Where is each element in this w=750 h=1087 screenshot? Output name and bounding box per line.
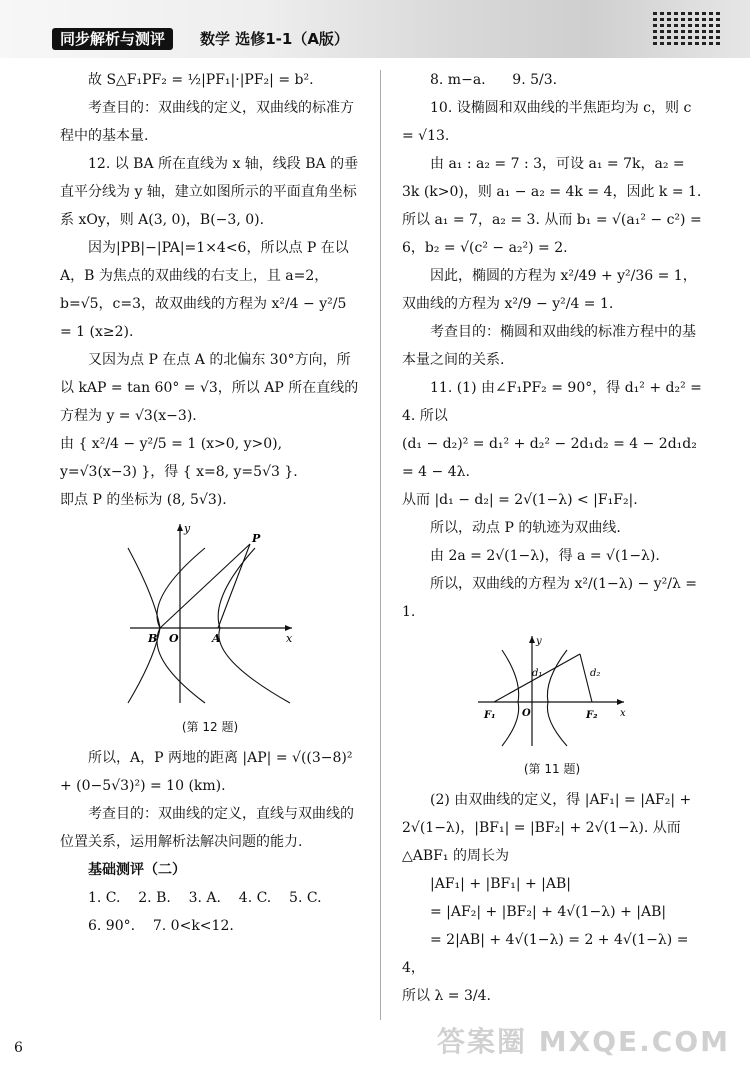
fig11-d2-label: d₂ [590, 668, 601, 679]
figure-11-caption: (第 11 题) [523, 762, 581, 776]
problem-10-setup: 10. 设椭圆和双曲线的半焦距均为 c，则 c = √13. [402, 100, 692, 144]
fig12-b-label: B [148, 632, 158, 645]
fig11-o-label: O [522, 708, 531, 719]
purpose-note-1: 考查目的：双曲线的定义，双曲线的标准方程中的基本量. [60, 100, 354, 144]
problem-12-line: 又因为点 P 在点 A 的北偏东 30°方向，所以 kAP = tan 60° = √3，所以 AP 所在直线的方程为 y = √3(x−3). [60, 352, 359, 424]
problem-11-equation: 所以，双曲线的方程为 x²/(1−λ) − y²/λ = 1. [402, 576, 698, 620]
figure-11-graph [472, 630, 632, 750]
fig12-p-label: P [252, 532, 261, 545]
section-heading: 基础测评（二） [88, 862, 186, 878]
problem-11-a: 由 2a = 2√(1−λ)，得 a = √(1−λ). [430, 548, 660, 564]
book-title-badge: 同步解析与测评 [52, 28, 173, 50]
problem-11-expand: (d₁ − d₂)² = d₁² + d₂² − 2d₁d₂ = 4 − 2d₁d₂ = 4 − 4λ. [402, 436, 697, 480]
fig11-d1-label: d₁ [532, 668, 543, 679]
problem-12-distance: 所以，A，P 两地的距离 |AP| = √((3−8)² + (0−5√3)²) = 10 (km). [60, 750, 353, 794]
problem-11-part2: (2) 由双曲线的定义，得 |AF₁| = |AF₂| + 2√(1−λ)，|BF₁| = |BF₂| + 2√(1−λ). 从而△ABF₁ 的周长为 [402, 792, 692, 864]
perimeter-line-1: |AF₁| + |BF₁| + |AB| [430, 876, 572, 892]
purpose-note-3: 考查目的：椭圆和双曲线的标准方程中的基本量之间的关系. [402, 324, 696, 368]
fig11-y-label: y [536, 636, 542, 647]
problem-11-part1: 11. (1) 由∠F₁PF₂ = 90°，得 d₁² + d₂² = 4. 所以 [402, 380, 702, 424]
right-column [402, 66, 702, 1010]
problem-10-solve: 由 a₁ : a₂ = 7 : 3，可设 a₁ = 7k，a₂ = 3k (k>0)，则 a₁ − a₂ = 4k = 4，因此 k = 1. 所以 a₁ = 7，a₂ = 3. 从而 b₁ = √(a₁² − c²) = 6，b₂ = √(c² − a₂²) = 2. [402, 156, 702, 256]
problem-11-trajectory: 所以，动点 P 的轨迹为双曲线. [430, 520, 621, 536]
left-column [60, 66, 360, 940]
fig12-y-label: y [184, 522, 191, 535]
problem-12-setup: 12. 以 BA 所在直线为 x 轴，线段 BA 的垂直平分线为 y 轴，建立如图所示的平面直角坐标系 xOy，则 A(3, 0)，B(−3, 0). [60, 156, 359, 228]
answers-6-7: 6. 90°. 7. 0<k<12. [88, 918, 234, 934]
figure-11 [402, 630, 702, 778]
watermark: 答案圈 MXQE.COM [437, 1025, 730, 1058]
column-divider [380, 70, 381, 1020]
problem-12-system: 由 { x²/4 − y²/5 = 1 (x>0, y>0), y=√3(x−3) }，得 { x=8, y=5√3 }. [60, 436, 298, 480]
answers-8-9: 8. m−a. 9. 5/3. [430, 72, 558, 88]
figure-12-graph [120, 518, 300, 708]
figure-12-caption: (第 12 题) [181, 720, 239, 734]
figure-12 [60, 518, 360, 736]
problem-10-result: 因此，椭圆的方程为 x²/49 + y²/36 = 1，双曲线的方程为 x²/9 − y²/4 = 1. [402, 268, 697, 312]
page-number: 6 [14, 1040, 23, 1056]
perimeter-line-3: = 2|AB| + 4√(1−λ) = 2 + 4√(1−λ) = 4， [402, 932, 689, 976]
problem-12-point: 即点 P 的坐标为 (8, 5√3). [60, 492, 227, 508]
fig11-f2-label: F₂ [586, 710, 598, 721]
purpose-note-2: 考查目的：双曲线的定义，直线与双曲线的位置关系，运用解析法解决问题的能力. [60, 806, 354, 850]
lambda-result: 所以 λ = 3/4. [402, 988, 491, 1004]
page-header [0, 0, 750, 58]
fig11-x-label: x [620, 708, 626, 719]
fig12-o-label: O [169, 632, 179, 645]
fig12-x-label: x [286, 632, 293, 645]
fig12-a-label: A [212, 632, 221, 645]
problem-11-inequality: 从而 |d₁ − d₂| = 2√(1−λ) < |F₁F₂|. [402, 492, 638, 508]
subject-label: 数学 选修1-1（A版） [200, 30, 349, 48]
decorative-bars [650, 12, 720, 50]
fig11-f1-label: F₁ [484, 710, 496, 721]
problem-12-hyperbola: 因为|PB|−|PA|=1×4<6，所以点 P 在以 A，B 为焦点的双曲线的右支上，且 a=2，b=√5，c=3，故双曲线的方程为 x²/4 − y²/5 = 1 (x≥2). [60, 240, 349, 340]
area-formula: 故 S△F₁PF₂ = ½|PF₁|·|PF₂| = b². [88, 72, 314, 88]
answers-1-5: 1. C. 2. B. 3. A. 4. C. 5. C. [88, 890, 322, 906]
perimeter-line-2: = |AF₂| + |BF₂| + 4√(1−λ) + |AB| [430, 904, 667, 920]
